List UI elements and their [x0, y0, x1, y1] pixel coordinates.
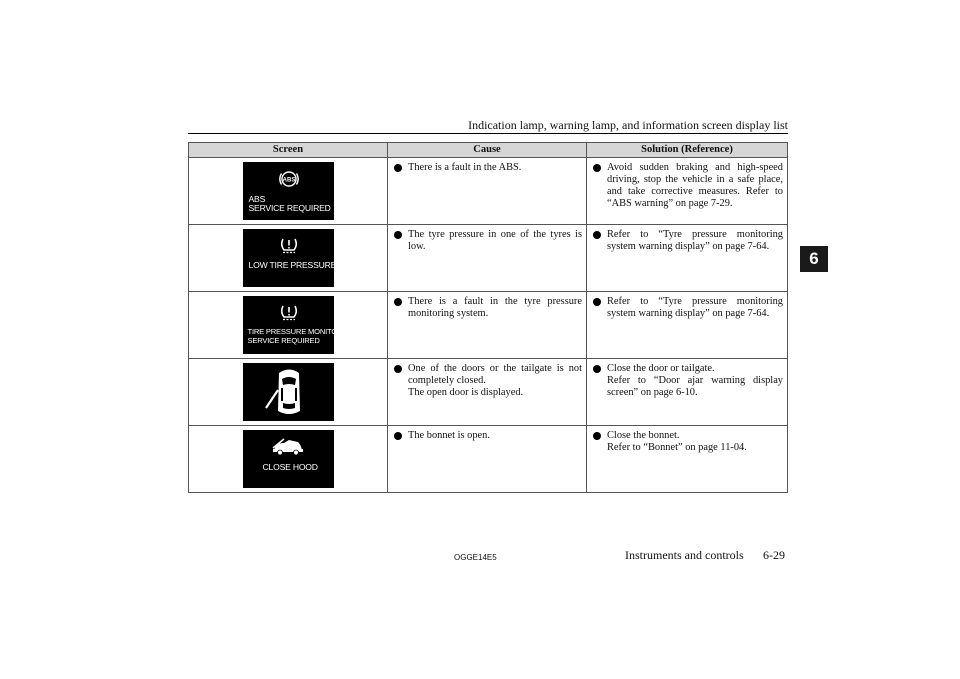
header-solution: Solution (Reference)	[587, 143, 788, 158]
svg-text:ABS: ABS	[282, 177, 295, 184]
solution-cell: Close the door or tailgate. Refer to “Door ajar warning display screen” on page 6-10.	[587, 359, 788, 426]
bullet-icon	[394, 432, 402, 440]
screen-cell	[189, 292, 388, 359]
bullet-icon	[593, 298, 601, 306]
bullet-icon	[394, 231, 402, 239]
car-door-open-icon	[243, 363, 334, 421]
table-header-row	[189, 143, 788, 158]
solution-cell: Refer to “Tyre pressure monitoring system warning display” on page 7-64.	[587, 292, 788, 359]
document-code: OGGE14E5	[454, 553, 497, 562]
bullet-icon	[593, 432, 601, 440]
bullet-icon	[394, 298, 402, 306]
car-hood-open-icon	[271, 437, 305, 457]
bullet-icon	[394, 365, 402, 373]
display-screen	[243, 363, 334, 421]
running-header: Indication lamp, warning lamp, and information screen display list	[468, 118, 788, 132]
warning-display-table	[188, 142, 788, 493]
screen-cell	[189, 225, 388, 292]
table-row	[189, 158, 788, 225]
cause-cell: The bonnet is open.	[388, 426, 587, 493]
bullet-icon	[593, 231, 601, 239]
abs-warning-icon	[277, 167, 301, 191]
cause-cell: The tyre pressure in one of the tyres is low.	[388, 225, 587, 292]
screen-cell	[189, 359, 388, 426]
cause-cell: There is a fault in the ABS.	[388, 158, 587, 225]
bullet-icon	[394, 164, 402, 172]
tire-pressure-icon	[278, 300, 300, 322]
display-screen	[243, 296, 343, 354]
cause-cell: One of the doors or the tailgate is not completely closed. The open door is displayed.	[388, 359, 587, 426]
solution-cell: Refer to “Tyre pressure monitoring system warning display” on page 7-64.	[587, 225, 788, 292]
cause-cell: There is a fault in the tyre pressure monitoring system.	[388, 292, 587, 359]
display-text: TIRE PRESSURE MONITOR SERVICE REQUIRED	[247, 327, 343, 345]
tire-pressure-icon	[278, 233, 300, 255]
page-number: 6-29	[763, 548, 785, 562]
display-text: CLOSE HOOD	[262, 462, 318, 472]
solution-cell: Close the bonnet. Refer to “Bonnet” on page 11-04.	[587, 426, 788, 493]
header-rule	[188, 133, 788, 134]
display-text: ABS SERVICE REQUIRED	[248, 194, 331, 213]
chapter-tab: 6	[800, 246, 828, 272]
screen-cell	[189, 426, 388, 493]
table-row	[189, 225, 788, 292]
table-row	[189, 292, 788, 359]
header-cause: Cause	[388, 143, 587, 158]
bullet-icon	[593, 365, 601, 373]
bullet-icon	[593, 164, 601, 172]
header-screen: Screen	[189, 143, 388, 158]
display-screen	[243, 162, 334, 220]
screen-cell	[189, 158, 388, 225]
display-screen	[243, 229, 337, 287]
display-screen	[243, 430, 334, 488]
table-row	[189, 426, 788, 493]
table-row	[189, 359, 788, 426]
solution-cell: Avoid sudden braking and high-speed driving, stop the vehicle in a safe place, and take corrective measures. Refer to “ABS warning” on page 7-29.	[587, 158, 788, 225]
footer-section-title: Instruments and controls	[625, 548, 744, 562]
display-text: LOW TIRE PRESSURE	[248, 260, 337, 270]
